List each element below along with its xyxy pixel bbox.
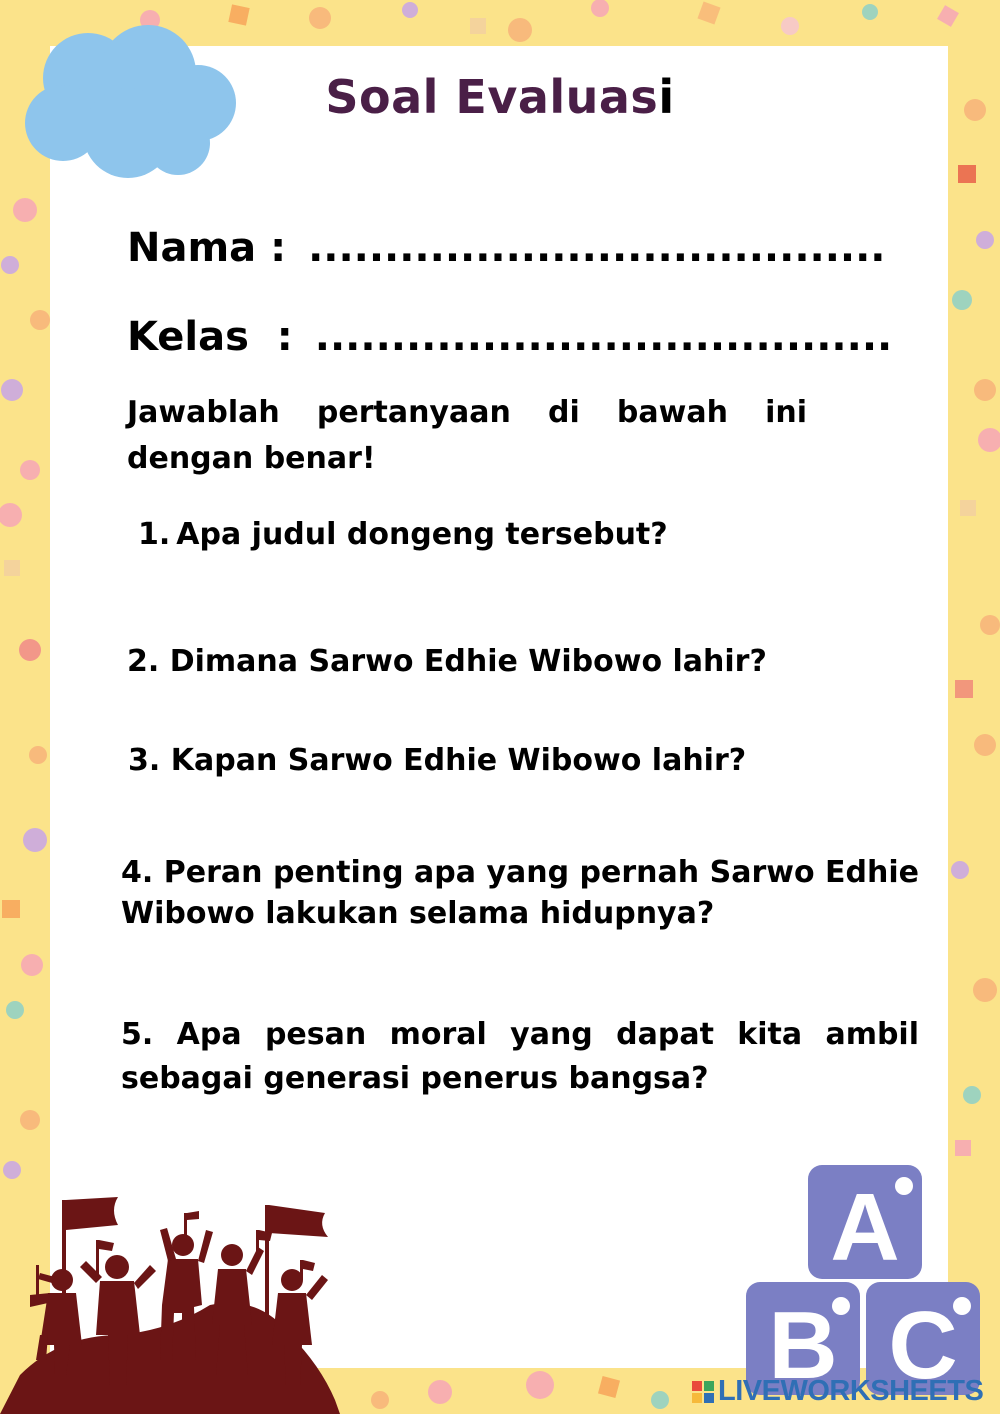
question-number: 4. [121,855,154,890]
kelas-label: Kelas : [127,314,293,360]
question-number: 3. [128,743,161,778]
question-text: Dimana Sarwo Edhie Wibowo lahir? [169,644,767,679]
question-text: Peran penting apa yang pernah Sarwo Edhie Wibowo lakukan selama hidupnya? [121,855,919,931]
liveworksheets-logo[interactable] [692,1373,983,1409]
block-letter-c: C [888,1292,958,1395]
question-text: Apa judul dongeng tersebut? [176,517,668,552]
question-2 [127,641,767,682]
kelas-field[interactable] [127,314,892,360]
block-letter-b: B [768,1292,838,1395]
nama-field[interactable] [127,225,885,271]
people-with-flags-icon [0,1185,340,1414]
question-number: 5. [121,1017,154,1052]
question-5 [121,1013,919,1101]
nama-blank[interactable]: ...................................... [308,225,886,271]
question-3 [128,740,746,781]
block-letter-a: A [830,1174,900,1281]
abc-blocks-icon [740,1160,985,1395]
page-title: Soal Evaluasi [325,70,675,124]
brand-text: LIVEWORKSHEETS [718,1374,984,1407]
question-text: Apa pesan moral yang dapat kita ambil sebagai generasi penerus bangsa? [121,1017,919,1096]
kelas-blank[interactable]: ...................................... [314,314,893,360]
question-number: 1. [138,517,171,552]
liveworksheets-logo-icon [692,1379,716,1403]
question-1 [138,514,668,555]
question-text: Kapan Sarwo Edhie Wibowo lahir? [170,743,747,778]
instruction-text: Jawablah pertanyaan di bawah ini dengan benar! [127,395,807,476]
question-number: 2. [127,644,160,679]
question-4 [121,852,919,934]
nama-label: Nama : [127,225,287,271]
